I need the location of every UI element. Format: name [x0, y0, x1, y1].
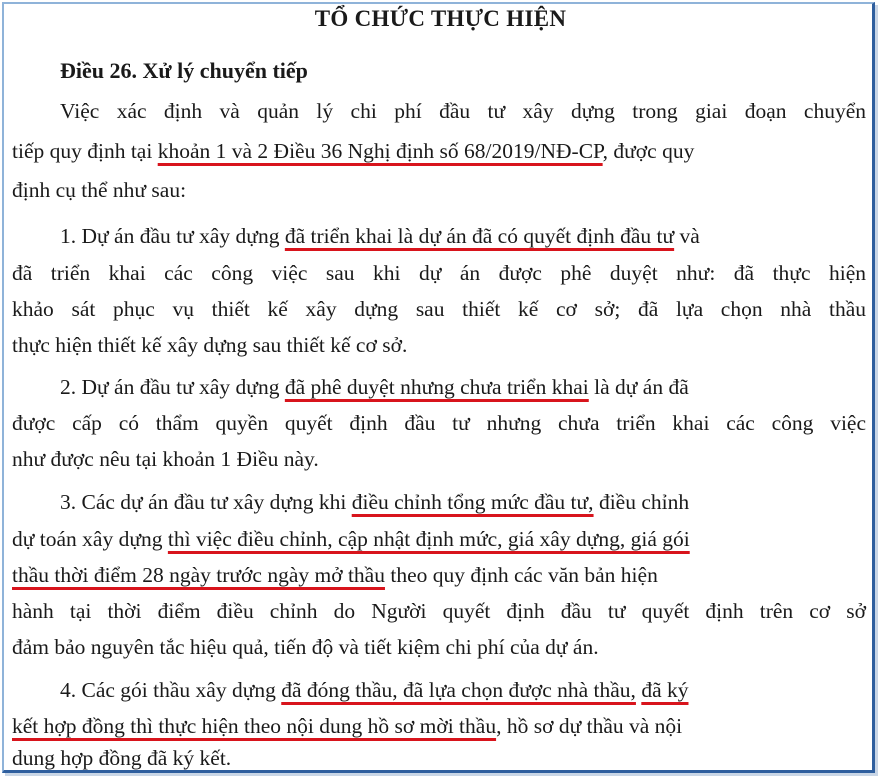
clause-1-line-2: đã triển khai các công việc sau khi dự án được phê duyệt như: đã thực hiện [12, 261, 866, 285]
clause-1-line-4: thực hiện thiết kế xây dựng sau thiết kế cơ sở. [12, 333, 408, 357]
underlined-reference: khoản 1 và 2 Điều 36 Nghị định số 68/2019/NĐ-CP [157, 139, 603, 163]
article-name: Xử lý chuyển tiếp [142, 58, 308, 83]
clause-1-highlight: đã triển khai là dự án đã có quyết định đầu tư [284, 224, 675, 248]
clause-3-line-3: thầu thời điểm 28 ngày trước ngày mở thầu theo quy định các văn bản hiện [12, 563, 658, 587]
section-heading: TỔ CHỨC THỰC HIỆN [314, 6, 567, 31]
clause-2-line-1: 2. Dự án đầu tư xây dựng đã phê duyệt nhưng chưa triển khai là dự án đã [60, 375, 689, 399]
clause-1-line-3: khảo sát phục vụ thiết kế xây dựng sau thiết kế cơ sở; đã lựa chọn nhà thầu [12, 297, 866, 321]
clause-4-line-1: 4. Các gói thầu xây dựng đã đóng thầu, đã lựa chọn được nhà thầu, đã ký [60, 678, 689, 702]
clause-4-highlight-2: đã ký [641, 678, 689, 702]
clause-2-highlight: đã phê duyệt nhưng chưa triển khai [284, 375, 589, 399]
intro-line-1: Việc xác định và quản lý chi phí đầu tư xây dựng trong giai đoạn chuyển [60, 99, 866, 123]
clause-1-line-1: 1. Dự án đầu tư xây dựng đã triển khai là dự án đã có quyết định đầu tư và [60, 224, 700, 248]
clause-3-highlight-1: điều chỉnh tổng mức đầu tư, [351, 490, 594, 514]
clause-4-highlight-3: kết hợp đồng thì thực hiện theo nội dung hồ sơ mời thầu [12, 714, 497, 738]
intro-line-3: định cụ thể như sau: [12, 178, 187, 202]
clause-3-highlight-2: thì việc điều chỉnh, cập nhật định mức, giá xây dựng, giá gói [167, 527, 690, 551]
clause-4-line-3: dung hợp đồng đã ký kết. [12, 746, 232, 770]
clause-3-line-4: hành tại thời điểm điều chỉnh do Người quyết định đầu tư quyết định trên cơ sở [12, 599, 866, 623]
clause-3-highlight-3: thầu thời điểm 28 ngày trước ngày mở thầu [12, 563, 385, 587]
clause-3-line-5: đảm bảo nguyên tắc hiệu quả, tiến độ và tiết kiệm chi phí của dự án. [12, 635, 599, 659]
clause-3-line-2: dự toán xây dựng thì việc điều chỉnh, cập nhật định mức, giá xây dựng, giá gói [12, 527, 690, 551]
clause-4-highlight-1: đã đóng thầu, đã lựa chọn được nhà thầu, [281, 678, 636, 702]
clause-4-line-2: kết hợp đồng thì thực hiện theo nội dung hồ sơ mời thầu, hồ sơ dự thầu và nội [12, 714, 683, 738]
clause-2-line-2: được cấp có thẩm quyền quyết định đầu tư nhưng chưa triển khai các công việc [12, 411, 866, 435]
intro-line-2: tiếp quy định tại khoản 1 và 2 Điều 36 Nghị định số 68/2019/NĐ-CP, được quy [12, 139, 695, 163]
clause-2-line-3: như được nêu tại khoản 1 Điều này. [12, 447, 319, 471]
article-number: Điều 26. [60, 58, 137, 83]
article-title [60, 58, 308, 84]
clause-3-line-1: 3. Các dự án đầu tư xây dựng khi điều chỉnh tổng mức đầu tư, điều chỉnh [60, 490, 690, 514]
